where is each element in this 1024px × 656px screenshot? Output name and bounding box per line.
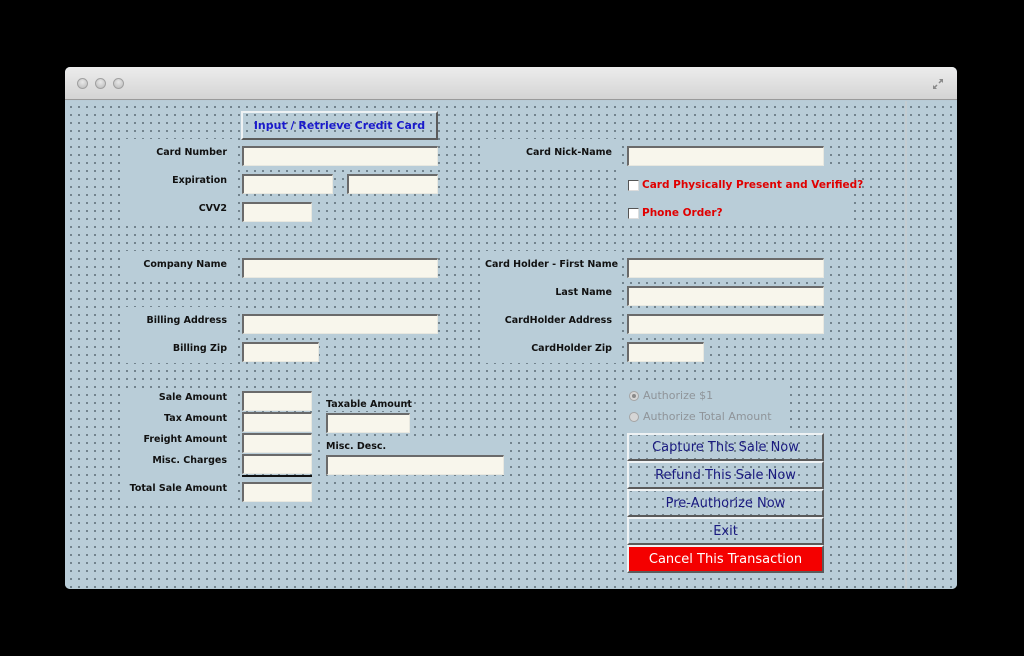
credit-card-form (65, 101, 957, 589)
cardholder-last-name-label: Last Name (555, 287, 612, 298)
freight-amount-label: Freight Amount (143, 434, 227, 445)
cancel-transaction-button[interactable]: Cancel This Transaction (627, 545, 824, 573)
title-bar (65, 67, 957, 100)
card-present-checkbox-row[interactable] (628, 179, 863, 191)
cardholder-address-label: CardHolder Address (504, 315, 612, 326)
authorize-1-label: Authorize $1 (643, 389, 714, 402)
cardholder-last-name-input[interactable] (627, 286, 824, 306)
sale-amount-label: Sale Amount (158, 392, 227, 403)
company-name-label: Company Name (143, 259, 227, 270)
card-number-label: Card Number (156, 147, 227, 158)
expiration-month-input[interactable] (242, 174, 333, 194)
taxable-amount-input[interactable] (326, 413, 410, 433)
total-separator-line (242, 475, 312, 477)
total-sale-amount-label: Total Sale Amount (129, 483, 227, 494)
authorize-total-option[interactable] (629, 410, 772, 423)
capture-sale-button[interactable]: Capture This Sale Now (627, 433, 824, 461)
phone-order-checkbox[interactable] (628, 208, 639, 219)
authorize-total-label: Authorize Total Amount (643, 410, 772, 423)
cardholder-address-input[interactable] (627, 314, 824, 334)
close-window-button[interactable] (77, 78, 88, 89)
expiration-year-input[interactable] (347, 174, 438, 194)
cardholder-zip-input[interactable] (627, 342, 704, 362)
fullscreen-icon[interactable] (931, 77, 945, 91)
expiration-label: Expiration (172, 175, 227, 186)
sale-amount-input[interactable] (242, 391, 312, 411)
billing-zip-label: Billing Zip (172, 343, 227, 354)
phone-order-checkbox-row[interactable] (628, 207, 723, 219)
card-nickname-label: Card Nick-Name (526, 147, 612, 158)
billing-address-input[interactable] (242, 314, 438, 334)
card-present-label: Card Physically Present and Verified? (642, 179, 864, 191)
misc-charges-label: Misc. Charges (152, 455, 227, 466)
billing-zip-input[interactable] (242, 342, 319, 362)
input-retrieve-credit-card-button[interactable]: Input / Retrieve Credit Card (241, 111, 438, 140)
freight-amount-input[interactable] (242, 433, 312, 453)
tax-amount-input[interactable] (242, 412, 312, 432)
card-present-checkbox[interactable] (628, 180, 639, 191)
card-nickname-input[interactable] (627, 146, 824, 166)
misc-charges-input[interactable] (242, 454, 312, 474)
company-name-input[interactable] (242, 258, 438, 278)
authorize-1-radio[interactable] (629, 391, 639, 401)
card-number-input[interactable] (242, 146, 438, 166)
refund-sale-button[interactable]: Refund This Sale Now (627, 461, 824, 489)
billing-address-label: Billing Address (146, 315, 227, 326)
pre-authorize-button[interactable]: Pre-Authorize Now (627, 489, 824, 517)
tax-amount-label: Tax Amount (164, 413, 227, 424)
authorize-1-option[interactable] (629, 389, 713, 402)
zoom-window-button[interactable] (113, 78, 124, 89)
minimize-window-button[interactable] (95, 78, 106, 89)
exit-button[interactable]: Exit (627, 517, 824, 545)
cvv2-label: CVV2 (198, 203, 227, 214)
misc-desc-input[interactable] (326, 455, 504, 475)
cardholder-zip-label: CardHolder Zip (531, 343, 612, 354)
cardholder-first-name-input[interactable] (627, 258, 824, 278)
cardholder-first-name-label: Card Holder - First Name (485, 259, 619, 270)
phone-order-label: Phone Order? (642, 207, 723, 219)
cvv2-input[interactable] (242, 202, 312, 222)
taxable-amount-label: Taxable Amount (326, 399, 412, 410)
total-sale-amount-input[interactable] (242, 482, 312, 502)
authorize-total-radio[interactable] (629, 412, 639, 422)
grid-guide-line (905, 101, 907, 589)
app-window (65, 67, 957, 589)
misc-desc-label: Misc. Desc. (326, 441, 387, 452)
